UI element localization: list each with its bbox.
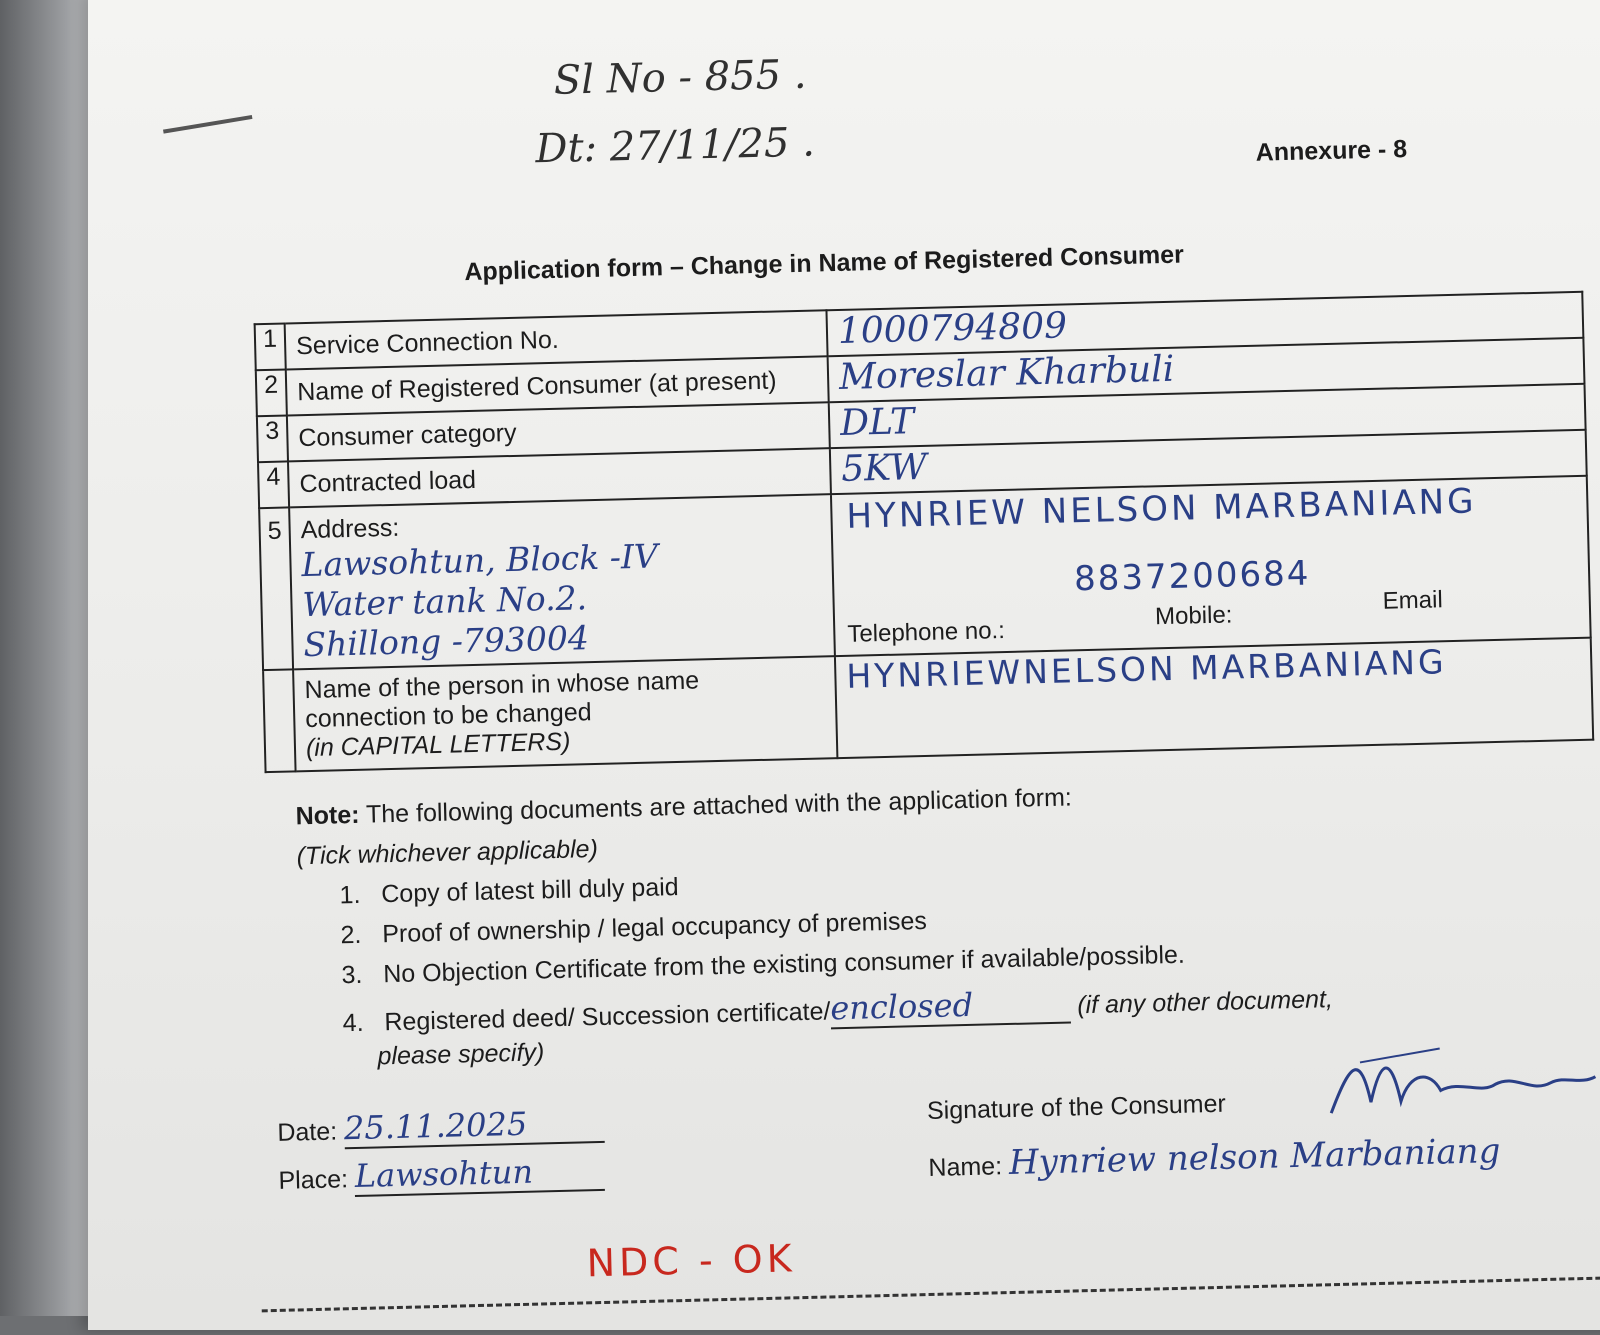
list-item	[340, 907, 927, 950]
annexure-label: Annexure - 8	[1255, 135, 1408, 167]
name-row	[928, 1131, 1501, 1185]
enclosed-value: enclosed	[829, 985, 974, 1028]
row-number: 4	[258, 461, 289, 508]
list-number: 4.	[342, 1008, 364, 1038]
list-tail: (if any other document,	[1076, 985, 1334, 1020]
new-name-label-line: Name of the person in whose name	[304, 666, 700, 705]
date-label: Date:	[277, 1117, 338, 1147]
service-connection-number: 1000794809	[837, 305, 1068, 352]
consumer-category-label: Consumer category	[298, 418, 517, 453]
consumer-signature	[1320, 1037, 1600, 1124]
contact-name-value: HYNRIEW NELSON MARBANIANG	[846, 481, 1477, 537]
list-text: No Objection Certificate from the existing consumer if available/possible.	[382, 940, 1186, 989]
date-row	[277, 1103, 605, 1151]
application-table	[254, 291, 1595, 773]
telephone-label: Telephone no.:	[847, 616, 1006, 648]
list-number: 3.	[341, 960, 363, 990]
place-field[interactable]	[354, 1151, 605, 1197]
address-label: Address:	[300, 513, 400, 545]
pencil-mark	[163, 115, 252, 134]
name-label: Name:	[928, 1152, 1003, 1183]
name-value: Hynriew nelson Marbaniang	[1008, 1131, 1501, 1184]
list-text: Proof of ownership / legal occupancy of premises	[381, 906, 928, 949]
new-name-label-cell	[293, 656, 837, 771]
mobile-number-value: 8837200684	[1073, 553, 1311, 600]
new-name-cell[interactable]	[835, 638, 1593, 758]
enclosed-field[interactable]	[830, 984, 1071, 1030]
row-number: 1	[255, 323, 286, 370]
row-number	[263, 669, 295, 772]
address-line: Lawsohtun, Block -IV	[301, 536, 659, 585]
email-label: Email	[1382, 586, 1444, 615]
address-line: Shillong -793004	[302, 618, 590, 665]
row-number: 2	[256, 369, 287, 416]
contracted-load-label: Contracted load	[299, 465, 477, 499]
place-label: Place:	[278, 1165, 349, 1195]
mobile-label: Mobile:	[1154, 601, 1233, 631]
contracted-load-text: 5KW	[840, 446, 928, 490]
serial-date-note: Dt: 27/11/25 .	[534, 119, 816, 173]
address-cell[interactable]	[289, 494, 835, 669]
place-value: Lawsohtun	[354, 1152, 534, 1196]
date-field[interactable]	[344, 1103, 605, 1149]
list-number: 2.	[340, 920, 362, 950]
registered-consumer-name: Moreslar Kharbuli	[838, 348, 1175, 398]
table-row	[259, 476, 1591, 670]
note-heading: Note:	[295, 800, 360, 831]
list-text: Registered deed/ Succession certificate/	[384, 997, 831, 1037]
row-number	[259, 507, 293, 670]
signature-image	[1320, 1037, 1600, 1124]
list-item	[339, 873, 679, 910]
registered-consumer-label: Name of Registered Consumer (at present)	[296, 366, 777, 407]
row-number: 3	[257, 415, 288, 462]
list-tail-continued: please specify)	[377, 1038, 545, 1071]
address-line: Water tank No.2.	[302, 578, 588, 625]
service-connection-label: Service Connection No.	[295, 325, 560, 361]
serial-number-note: Sl No - 855 .	[553, 51, 807, 104]
list-text: Copy of latest bill duly paid	[380, 873, 679, 909]
place-row	[278, 1151, 605, 1199]
contact-cell[interactable]	[831, 476, 1591, 656]
note-text: The following documents are attached with the application form:	[365, 783, 1073, 829]
address-row-number: 5	[267, 516, 282, 545]
signature-label: Signature of the Consumer	[926, 1089, 1227, 1126]
ndc-remark: NDC - OK	[586, 1236, 797, 1286]
note-line	[295, 783, 1072, 831]
list-number: 1.	[339, 880, 361, 910]
form-title: Application form – Change in Name of Registered Consumer	[464, 240, 1185, 287]
new-name-label-line: (in CAPITAL LETTERS)	[305, 727, 571, 763]
list-item	[342, 977, 1333, 1041]
new-name-label-line: connection to be changed	[304, 698, 592, 734]
note-instruction: (Tick whichever applicable)	[296, 834, 599, 871]
consumer-category-text: DLT	[839, 401, 915, 444]
date-value: 25.11.2025	[343, 1104, 528, 1148]
new-name-value: HYNRIEWNELSON MARBANIANG	[845, 642, 1447, 696]
